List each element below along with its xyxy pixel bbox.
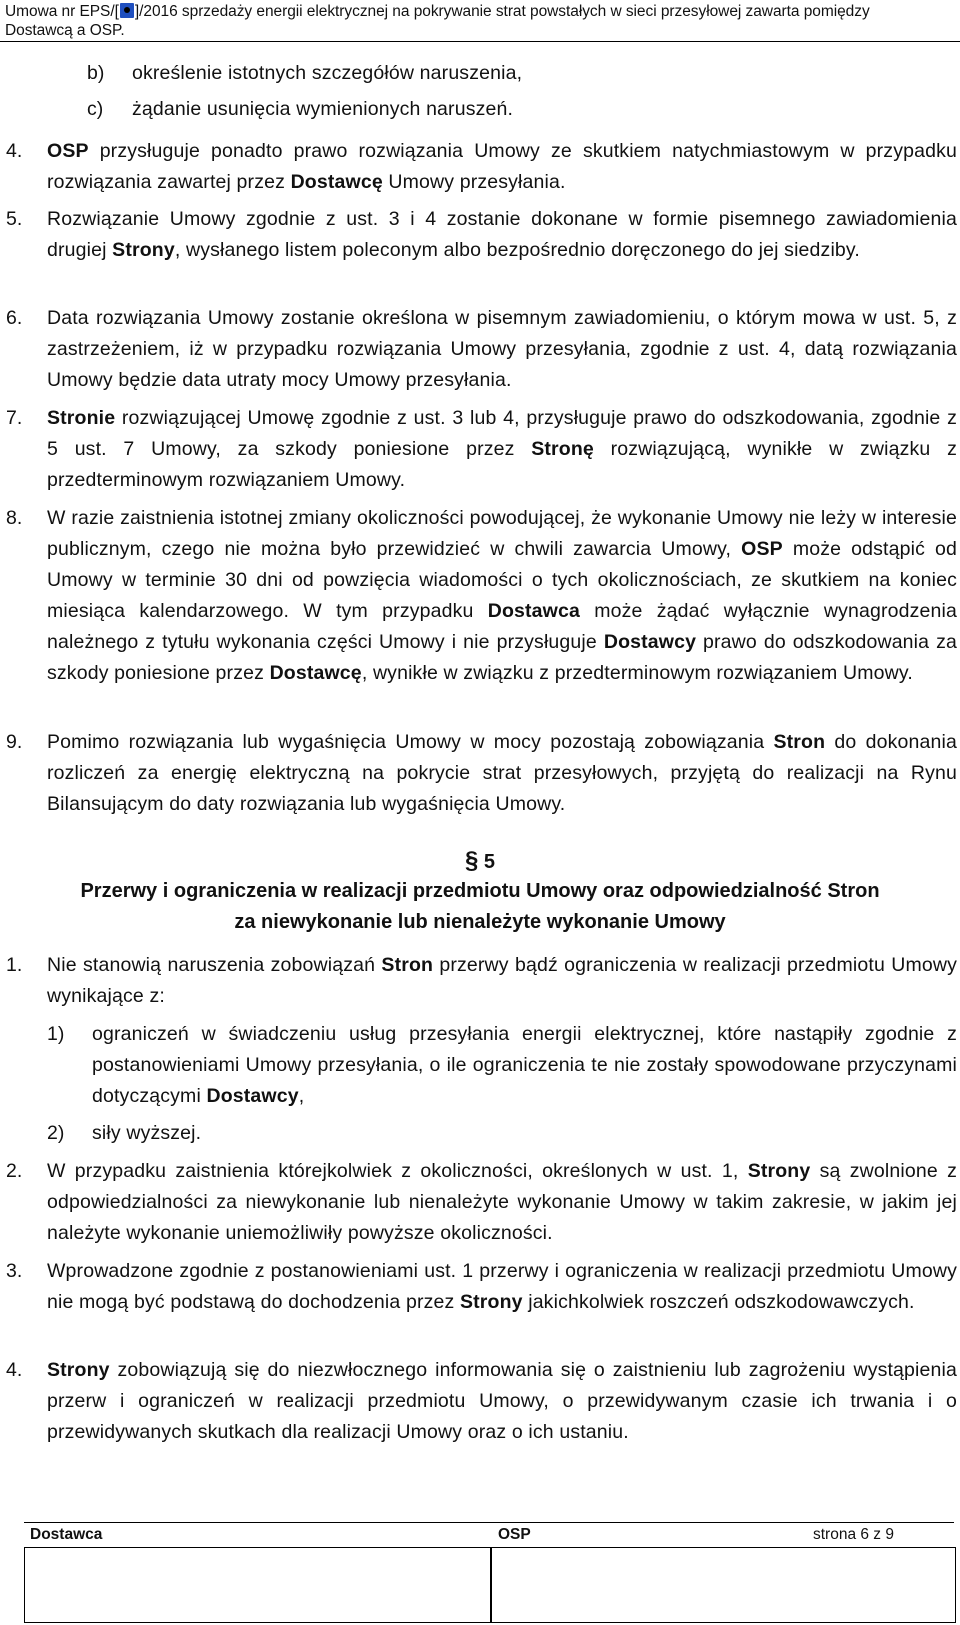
section-point-label-1: 1. <box>6 954 23 976</box>
section-title-line-1: Przerwy i ograniczenia w realizacji przedmiotu Umowy oraz odpowiedzialność Stron <box>80 880 880 902</box>
item-label-b: b) <box>87 62 105 84</box>
point-6: Data rozwiązania Umowy zostanie określona w pisemnym zawiadomieniu, o którym mowa w ust. 5, z zastrzeżeniem, iż w przypadku rozwiązania Umowy przesyłania, zgodnie z ust. 4, datą rozwiązania Umowy będzie data utraty mocy Umowy przesyłania. <box>47 307 957 391</box>
point-4: OSP przysługuje ponadto prawo rozwiązania Umowy ze skutkiem natychmiastowym w przypadku rozwiązania zawartej przez Dostawcę Umowy przesyłania. <box>47 140 957 193</box>
footer-label-dostawca: Dostawca <box>30 1526 103 1543</box>
signature-box-osp <box>490 1547 956 1623</box>
subpoint-2: siły wyższej. <box>92 1122 202 1144</box>
section-point-label-2: 2. <box>6 1160 23 1182</box>
running-header <box>0 0 960 42</box>
point-9: Pomimo rozwiązania lub wygaśnięcia Umowy w mocy pozostają zobowiązania Stron do dokonania rozliczeń za energię elektryczną na pokrycie strat przesyłowych, przyjętą do realizacji na Rynu Bilansującym do daty rozwiązania lub wygaśnięcia Umowy. <box>47 731 957 815</box>
point-8: W razie zaistnienia istotnej zmiany okoliczności powodującej, że wykonanie Umowy nie leży w interesie publicznym, czego nie można było przewidzieć w chwili zawarcia Umowy, OSP może odstąpić od Umowy w terminie 30 dni od powzięcia wiadomości o tych okolicznościach, ze skutkiem na koniec miesiąca kalendarzowego. W tym przypadku Dostawca może żądać wyłącznie wynagrodzenia należnego z tytułu wykonania części Umowy i nie przysługuje Dostawcy prawo do odszkodowania za szkody poniesione przez Dostawcę, wynikłe w związku z przedterminowym rozwiązaniem Umowy. <box>47 507 957 684</box>
section-point-2: W przypadku zaistnienia którejkolwiek z okoliczności, określonych w ust. 1, Strony są zwolnione z odpowiedzialności za niewykonanie lub nienależyte wykonanie Umowy w takim zakresie, w jakim jej należyte wykonanie uniemożliwiły powyższe okoliczności. <box>47 1160 957 1244</box>
subpoint-label-1: 1) <box>47 1023 65 1045</box>
point-label-8: 8. <box>6 507 23 529</box>
section-sign-icon: § <box>464 847 479 874</box>
point-label-5: 5. <box>6 208 23 230</box>
item-label-c: c) <box>87 98 104 120</box>
section-point-label-3: 3. <box>6 1260 23 1282</box>
header-text-end: ]/2016 sprzedaży energii elektrycznej na pokrywanie strat powstałych w sieci przesyłowej zawarta pomiędzy <box>134 3 870 20</box>
section-point-label-4: 4. <box>6 1359 23 1381</box>
signature-box-dostawca <box>24 1547 492 1623</box>
point-5: Rozwiązanie Umowy zgodnie z ust. 3 i 4 zostanie dokonane w formie pisemnego zawiadomienia drugiej Strony, wysłanego listem poleconym albo bezpośrednio doręczonego do jej siedziby. <box>47 208 957 261</box>
header-line-2: Dostawcą a OSP. <box>5 22 125 39</box>
subpoint-1: ograniczeń w świadczeniu usług przesyłania energii elektrycznej, które nastąpiły zgodnie z postanowieniami Umowy przesyłania, o ile ograniczenia te nie zostały spowodowane przyczynami dotyczącymi Dostawcy, <box>92 1023 957 1107</box>
item-b: określenie istotnych szczegółów naruszenia, <box>132 62 523 84</box>
point-7: Stronie rozwiązującej Umowę zgodnie z ust. 3 lub 4, przysługuje prawo do odszkodowania, zgodnie z 5 ust. 7 Umowy, za szkody poniesione przez Stronę rozwiązującą, wynikłe w związku z przedterminowym rozwiązaniem Umowy. <box>47 407 958 491</box>
subpoint-label-2: 2) <box>47 1122 65 1144</box>
section-number <box>0 845 960 878</box>
header-line-1 <box>5 2 870 21</box>
footer-rule <box>24 1522 954 1523</box>
point-label-9: 9. <box>6 731 23 753</box>
filled-bullet-icon <box>120 3 134 18</box>
header-text-start: Umowa nr EPS/[ <box>5 3 119 20</box>
footer-page-number: strona 6 z 9 <box>813 1526 894 1543</box>
point-label-4: 4. <box>6 140 23 162</box>
section-title-line-2: za niewykonanie lub nienależyte wykonanie Umowy <box>234 911 726 933</box>
point-label-6: 6. <box>6 307 23 329</box>
section-point-3: Wprowadzone zgodnie z postanowieniami ust. 1 przerwy i ograniczenia w realizacji przedmiotu Umowy nie mogą być podstawą do dochodzenia przez Strony jakichkolwiek roszczeń odszkodowawczych. <box>47 1260 957 1313</box>
section-number-value: 5 <box>483 851 496 873</box>
point-label-7: 7. <box>6 407 23 429</box>
item-c: żądanie usunięcia wymienionych naruszeń. <box>132 98 514 120</box>
section-point-4: Strony zobowiązują się do niezwłocznego informowania się o zaistnieniu lub zagrożeniu wystąpienia przerw i ograniczeń w realizacji przedmiotu Umowy, o przewidywanym czasie ich trwania i o przewidywanych skutkach dla realizacji Umowy oraz o ich ustaniu. <box>47 1359 957 1443</box>
section-point-1: Nie stanowią naruszenia zobowiązań Stron przerwy bądź ograniczenia w realizacji przedmiotu Umowy wynikające z: <box>47 954 957 1007</box>
footer-label-osp: OSP <box>498 1526 531 1543</box>
